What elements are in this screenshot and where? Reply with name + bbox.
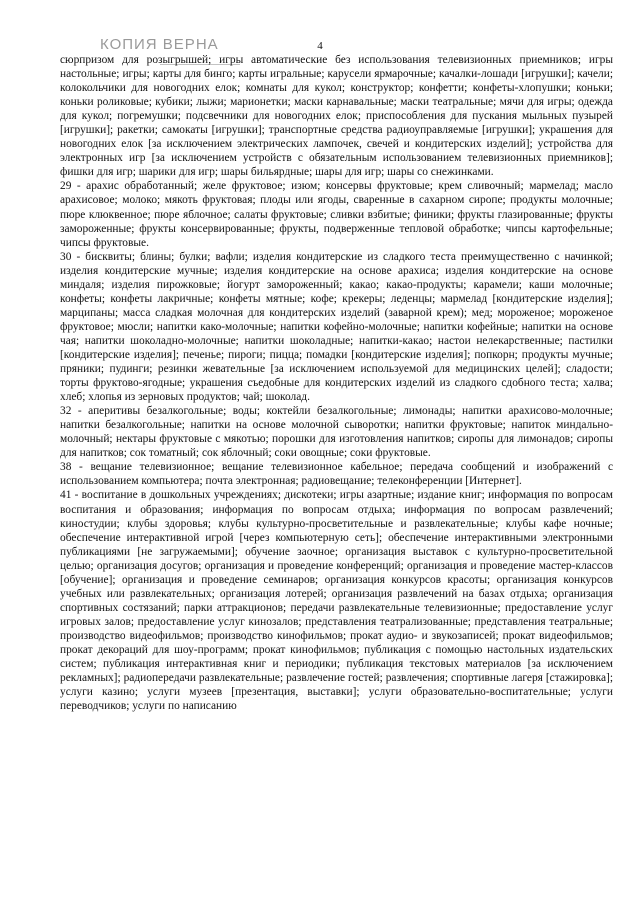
paragraph-class-38: 38 - вещание телевизионное; вещание телевизионное кабельное; передача сообщений и изображений с использованием компьютера; почта электронная; радиовещание; телеконференции [Интернет].	[60, 461, 613, 488]
certified-copy-stamp: КОПИЯ ВЕРНА	[100, 36, 219, 53]
paragraph-class-32: 32 - аперитивы безалкогольные; воды; коктейли безалкогольные; лимонады; напитки арахисово-молочные; напитки безалкогольные; напитки на основе молочной сыворотки; напитки фруктовые; напиток миндально-молочный; нектары фруктовые с мякотью; порошки для изготовления напитков; сиропы для лимонадов; сиропы для напитков; сок томатный; сок яблочный; соки овощные; соки фруктовые.	[60, 405, 613, 460]
paragraph-toys-continuation: сюрпризом для розыгрышей; игры автоматические без использования телевизионных приемников; игры настольные; игры; карты для бинго; карты игральные; карусели ярмарочные; качалки-лошади [игрушки]; качели; колокольчики для новогодних елок; комнаты для кукол; конструктор; конфетти; конфеты-хлопушки; коньки; коньки роликовые; кубики; лыжи; марионетки; маски карнавальные; маски театральные; мячи для игры; одежда для кукол; погремушки; подсвечники для новогодних елок; приспособления для пускания мыльных пузырей [игрушки]; ракетки; самокаты [игрушки]; транспортные средства радиоуправляемые [игрушки]; украшения для новогодних елок [за исключением электрических лампочек, свечей и кондитерских изделий]; устройства для электронных игр [за исключением устройств с обязательным использованием телевизионных приемников]; фишки для игр; шарики для игр; шары бильярдные; шары для игр; шары со снежинками.	[60, 54, 613, 179]
paragraph-class-30: 30 - бисквиты; блины; булки; вафли; изделия кондитерские из сладкого теста преимущественно с начинкой; изделия кондитерские мучные; изделия кондитерские на основе арахиса; изделия кондитерские на основе миндаля; изделия пирожковые; йогурт замороженный; какао; какао-продукты; карамели; каши молочные; конфеты; конфеты лакричные; конфеты мятные; кофе; крекеры; леденцы; мармелад [кондитерские изделия]; марципаны; масса сладкая молочная для кондитерских изделий (заварной крем); мед; мороженое; мороженое фруктовое; мюсли; напитки како-молочные; напитки кофейно-молочные; напитки кофейные; напитки на основе чая; напитки шоколадно-молочные; напитки шоколадные; напитки-какао; настои нелекарственные; пастилки [кондитерские изделия]; печенье; пироги; пицца; помадки [кондитерские изделия]; попкорн; продукты мучные; пряники; пудинги; резинки жевательные [за исключением используемой для медицинских целей]; сладости; торты фруктово-ягодные; украшения съедобные для кондитерских изделий из сладкого сдобного теста; халва; хлеб; хлопья из зерновых продуктов; чай; шоколад.	[60, 250, 613, 404]
paragraph-class-29: 29 - арахис обработанный; желе фруктовое; изюм; консервы фруктовые; крем сливочный; мармелад; масло арахисовое; молоко; мякоть фруктовая; плоды или ягоды, сваренные в сахарном сиропе; продукты молочные; пюре клюквенное; пюре яблочное; салаты фруктовые; сливки взбитые; финики; фрукты глазированные; фрукты замороженные; фрукты консервированные; фрукты, подверженные тепловой обработке; чипсы картофельные; чипсы фруктовые.	[60, 180, 613, 249]
body-text	[60, 53, 613, 713]
page-number: 4	[317, 40, 323, 52]
paragraph-class-41: 41 - воспитание в дошкольных учреждениях; дискотеки; игры азартные; издание книг; информация по вопросам воспитания и образования; информация по вопросам отдыха; информация по вопросам развлечений; киностудии; клубы здоровья; клубы культурно-просветительные и развлекательные; клубы кафе ночные; обеспечение интерактивной игрой [через компьютерную сеть]; обеспечение интерактивными электронными публикациями [не загружаемыми]; обучение заочное; организация выставок с культурно-просветительной целью; организация досугов; организация и проведение конференций; организация и проведение мастер-классов [обучение]; организация и проведение семинаров; организация конкурсов красоты; организация конкурсов учебных или развлекательных; организация лотерей; организация развлечений на базах отдыха; организация спортивных состязаний; парки аттракционов; передачи развлекательные телевизионные; предоставление услуг игровых залов; предоставление услуг кинозалов; представления театрализованные; представления театральные; производство видеофильмов; производство кинофильмов; прокат аудио- и звукозаписей; прокат видеофильмов; прокат декораций для шоу-программ; прокат кинофильмов; публикация с помощью настольных издательских систем; публикация интерактивная книг и периодики; публикация текстовых материалов [за исключением рекламных]; радиопередачи развлекательные; развлечение гостей; развлечения; спортивные лагеря [стажировка]; услуги казино; услуги музеев [презентация, выставки]; услуги образовательно-воспитательные; услуги переводчиков; услуги по написанию	[60, 489, 613, 713]
